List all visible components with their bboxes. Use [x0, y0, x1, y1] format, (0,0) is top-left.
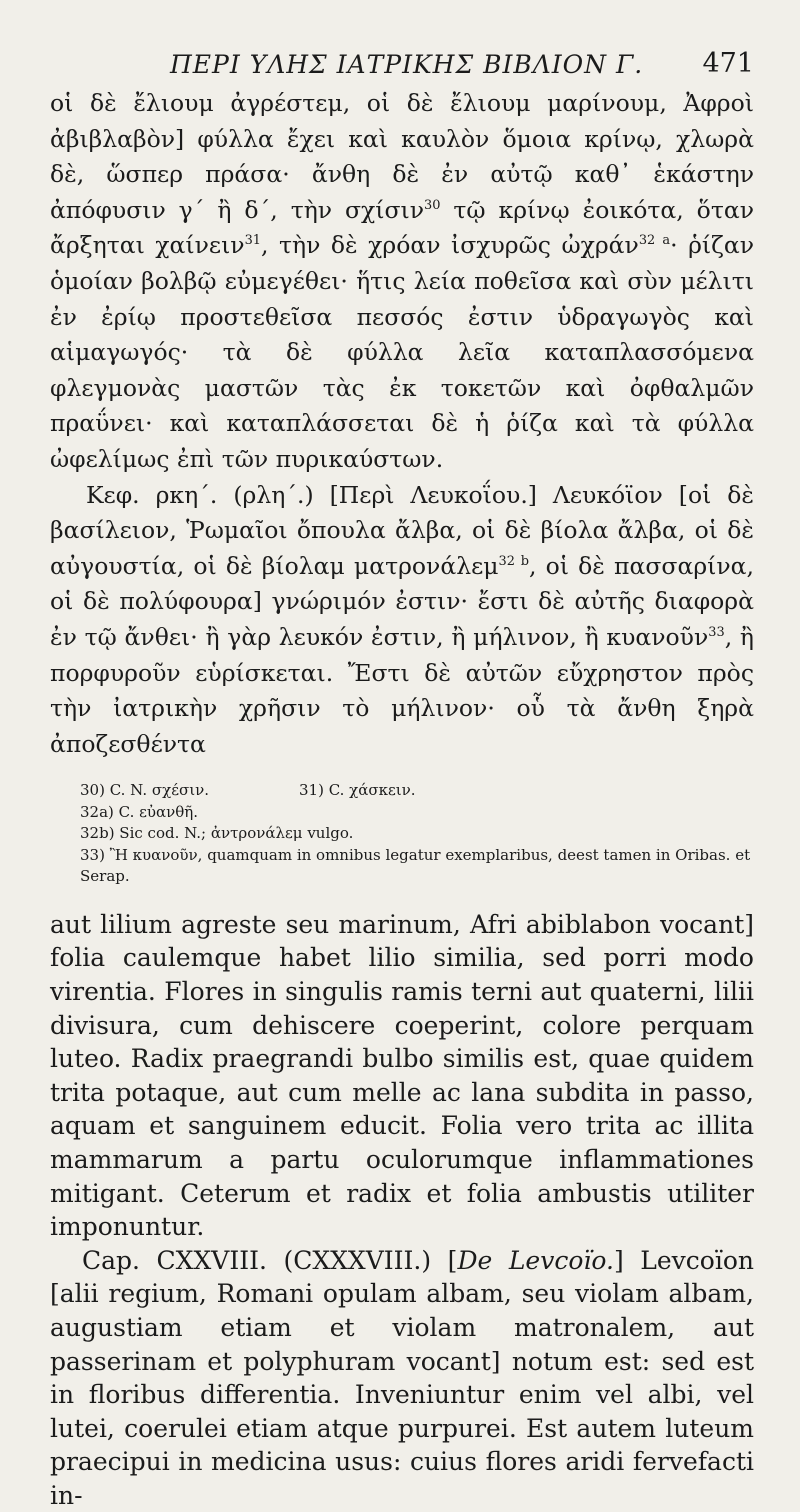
latin-paragraph-2: Cap. CXXVIII. (CXXXVIII.) [De Levcoïo.] Levcoïon [alii regium, Romani opulam albam, seu violam albam, augustiam etiam et violam matronalem, aut passerinam et polyphuram vocant] notum est: sed est in floribus differentia. Inveniuntur enim vel albi, vel lutei, coerulei etiam atque purpurei. Est autem luteum praecipui in medicina usus: cuius flores aridi fervefacti in-	[50, 1245, 755, 1510]
footnote-31: 31) C. χάσκειν.	[299, 781, 416, 800]
greek-paragraph-1: οἱ δὲ ἔλιουμ ἀγρέστεμ, οἱ δὲ ἔλιουμ μαρίνουμ, Ἀφροὶ ἀβιβλαβὸν] φύλλα ἔχει καὶ καυλὸν ὅμοια κρίνῳ, χλωρὰ δὲ, ὥσπερ πράσα· ἄνθη δὲ ἐν αὐτῷ καθ᾽ ἑκάστην ἀπόφυσιν γ´ ἢ δ´, τὴν σχίσιν$^{30}$ τῷ κρίνῳ ἐοικότα, ὅταν ἄρξηται χαίνειν$^{31}$, τὴν δὲ χρόαν ἰσχυρῶς ὠχράν$^{32 a}$· ῥίζαν ὁμοίαν βολβῷ εὐμεγέθει· ἥτις λεία ποθεῖσα καὶ σὺν μέλιτι ἐν ἐρίῳ προστεθεῖσα πεσσός ἐστιν ὑδραγωγὸς καὶ αἱμαγωγός· τὰ δὲ φύλλα λεῖα καταπλασσόμενα φλεγμονὰς μαστῶν τὰς ἐκ τοκετῶν καὶ ὀφθαλμῶν πραΰνει· καὶ καταπλάσσεται δὲ ἡ ῥίζα καὶ τὰ φύλλα ὠφελίμως ἐπὶ τῶν πυρικαύστων.	[50, 89, 754, 473]
footnote-32a: 32a) C. εὐανθῆ.	[80, 802, 199, 821]
footnote-33: 33) Ἢ κυανοῦν, quamquam in omnibus legatur exemplaribus, deest tamen in Oribas. et Serap.	[80, 845, 751, 886]
footnote-ref-32b: 32 b	[498, 553, 530, 569]
footnote-ref-33: 33	[708, 625, 725, 641]
footnote-ref-32a: 32 a	[638, 233, 671, 249]
running-title: ΠΕΡΙ ΥΛΗΣ ΙΑΤΡΙΚΗΣ ΒΙΒΛΙΟΝ Γ.	[170, 50, 644, 79]
footnote-32b: 32b) Sic cod. N.; ἀντρονάλεμ vulgo.	[80, 824, 354, 843]
footnote-ref-31: 31	[244, 233, 262, 249]
greek-paragraph-2: Κεφ. ρκη´. (ρλη´.) [Περὶ Λευκοΐου.] Λευκόϊον [οἱ δὲ βασίλειον, Ῥωμαῖοι ὄπουλα ἄλβα, οἱ δὲ βίολα ἄλβα, οἱ δὲ αὐγουστία, οἱ δὲ βίολαμ ματρονάλεμ$^{32 b}$, οἱ δὲ πασσαρίνα, οἱ δὲ πολύφουρα] γνώριμόν ἐστιν· ἔστι δὲ αὐτῆς διαφορὰ ἐν τῷ ἄνθει· ἢ γὰρ λευκόν ἐστιν, ἢ μήλινον, ἢ κυανοῦν$^{33}$, ἢ πορφυροῦν εὑρίσκεται. Ἔστι δὲ αὐτῶν εὔχρηστον πρὸς τὴν ἰατρικὴν χρῆσιν τὸ μήλινον· οὗ τὰ ἄνθη ξηρὰ ἀποζεσθέντα	[50, 480, 754, 758]
footnote-ref-30: 30	[424, 197, 441, 213]
chapter-title-latin: De Levcoïo.	[457, 1245, 614, 1275]
latin-text	[50, 908, 754, 1512]
footnote-30: 30) C. N. σχέσιν.	[80, 781, 209, 800]
greek-text	[50, 86, 754, 762]
footnotes	[50, 780, 754, 888]
page-header	[50, 36, 754, 86]
latin-paragraph-1: aut lilium agreste seu marinum, Afri abiblabon vocant] folia caulemque habet lilio similia, sed porri modo virentia. Flores in singulis ramis terni aut quaterni, lilii divisura, cum dehiscere coeperint, colore perquam luteo. Radix praegrandi bulbo similis est, quae quidem trita potaque, aut cum melle ac lana subdita in passo, aquam et sanguinem educit. Folia vero trita ac illita mammarum a partu oculorumque inflammationes mitigant. Ceterum et radix et folia ambustis utiliter imponuntur.	[50, 909, 754, 1242]
page-number: 471	[702, 48, 754, 79]
